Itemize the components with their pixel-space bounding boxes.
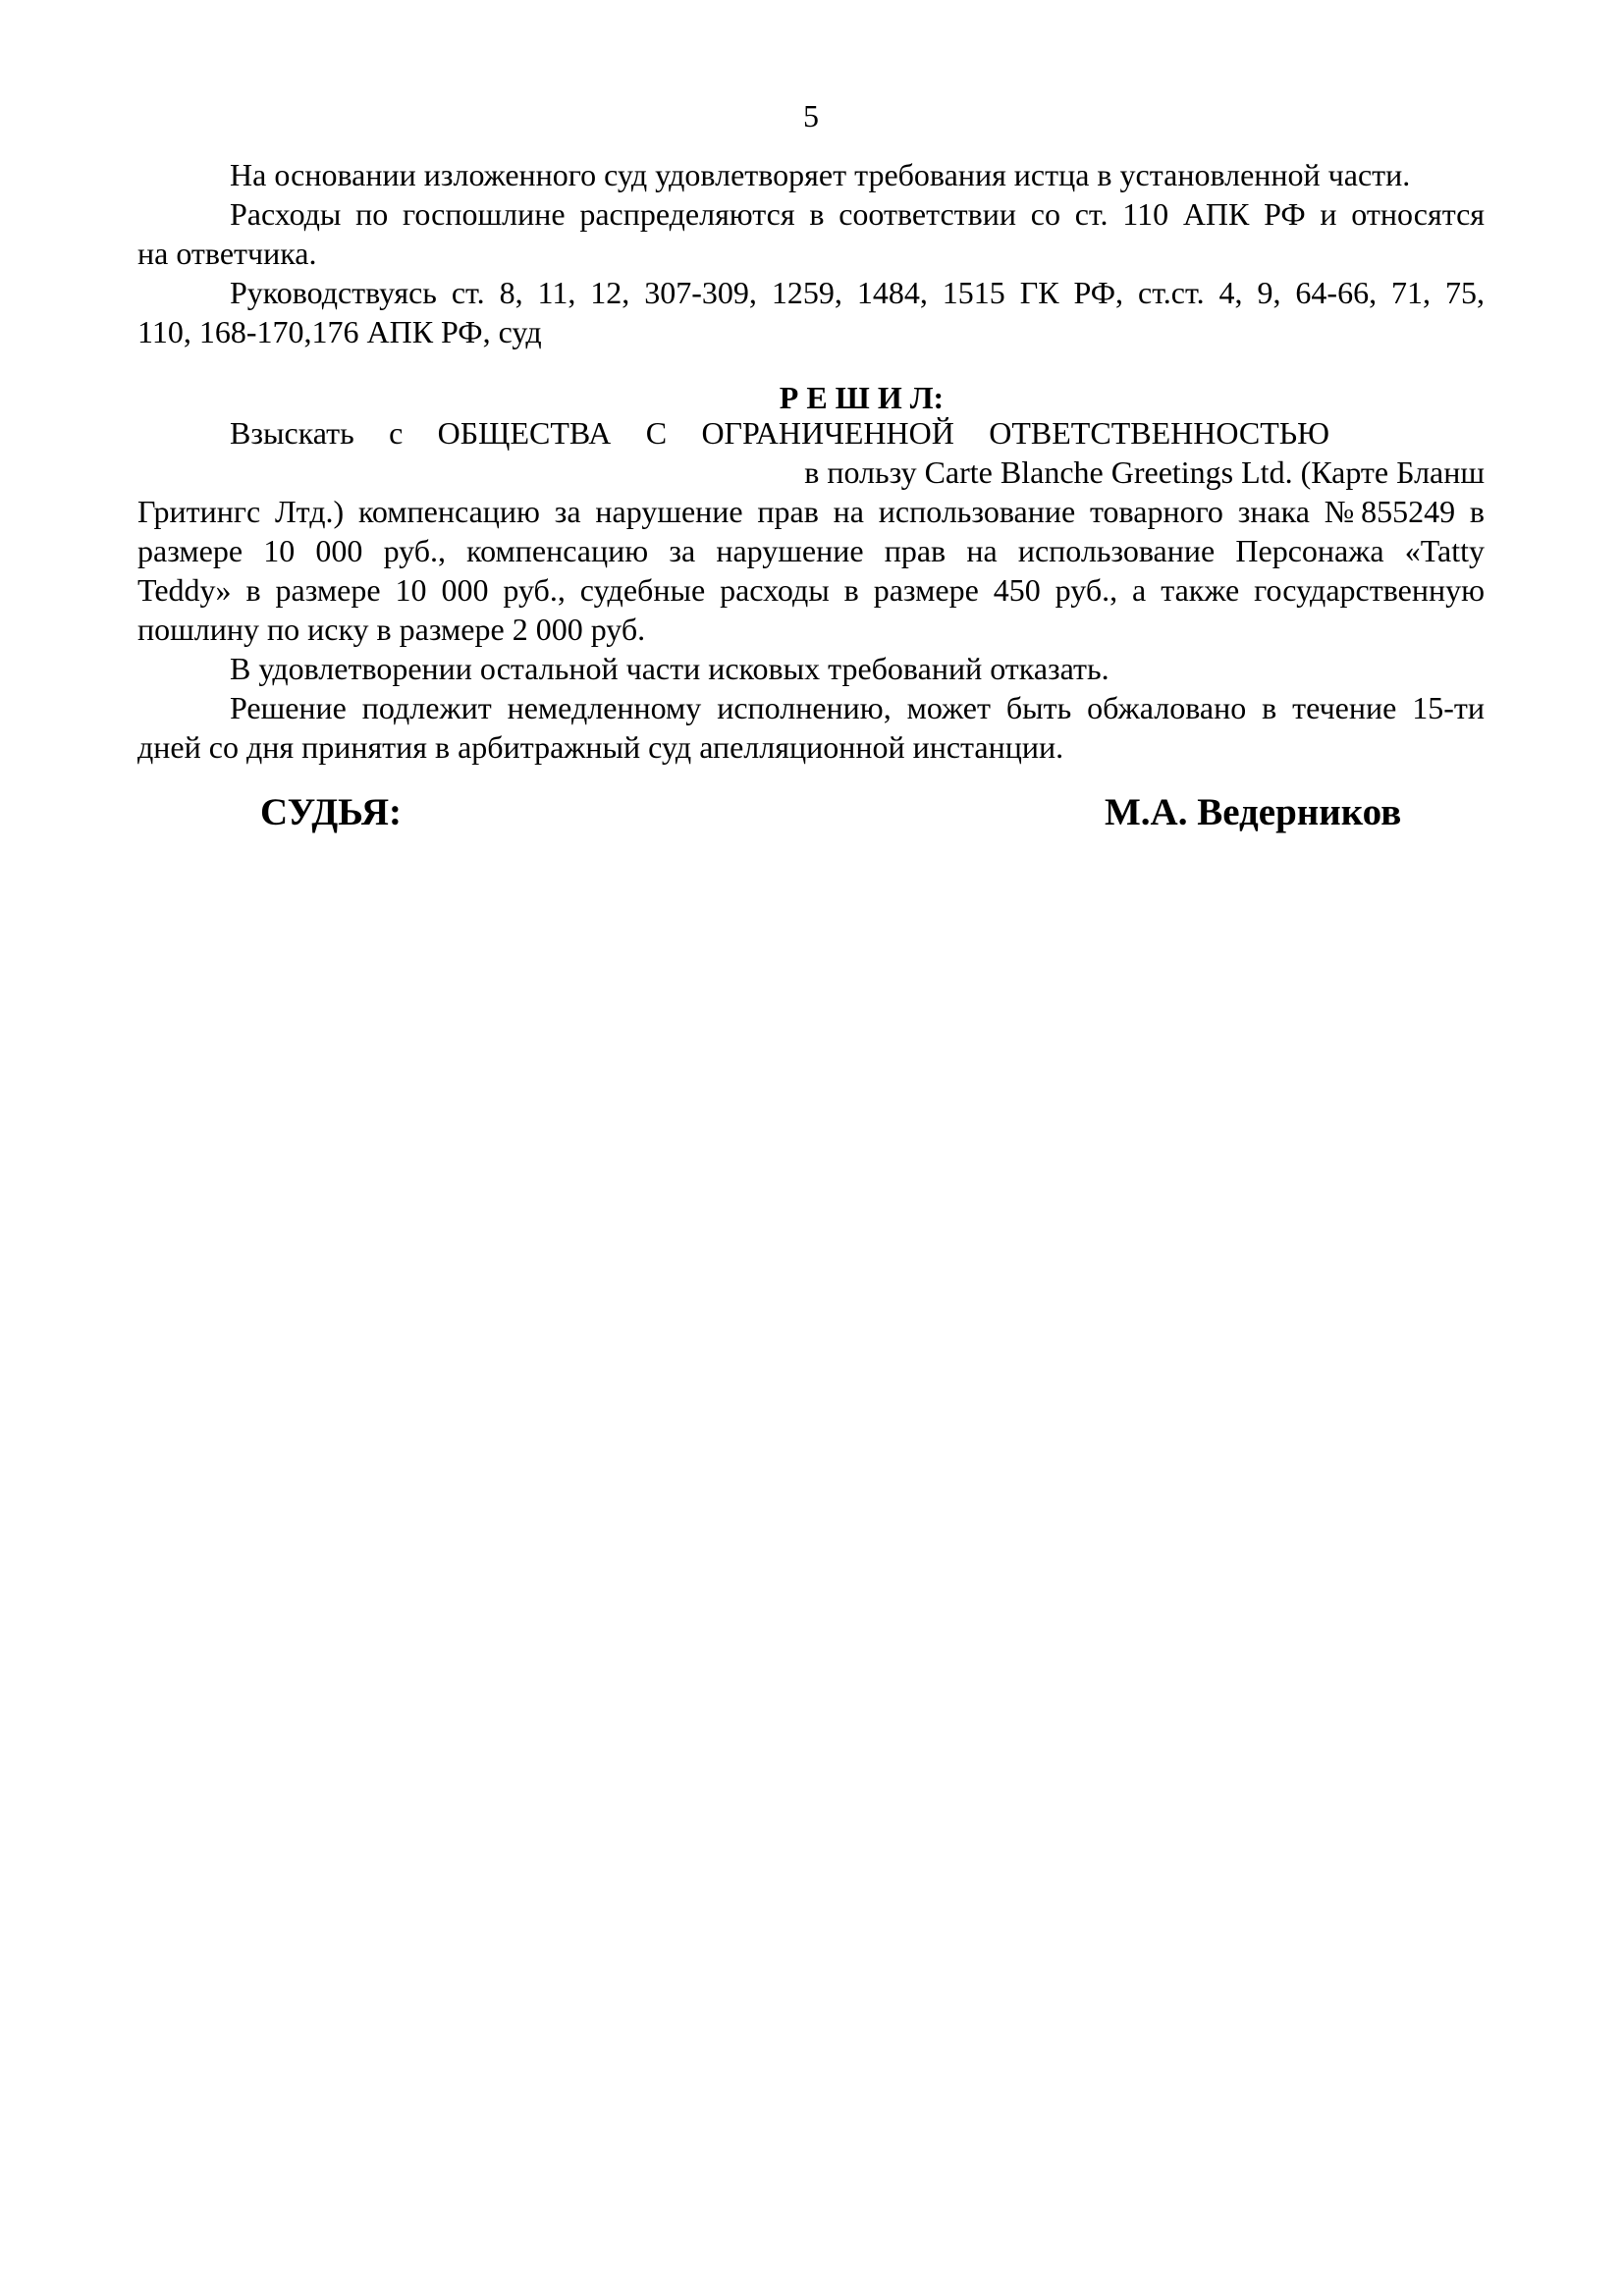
para-costs-line-2: на ответчика. xyxy=(137,236,317,271)
para-recover-line-5: Teddy» в размере 10 000 руб., судебные расходы в размере 450 руб., а также государственную xyxy=(137,572,1485,608)
para-appeal-line-2: дней со дня принятия в арбитражный суд апелляционной инстанции. xyxy=(137,729,1064,765)
para-recover-line-2: в пользу Carte Blanche Greetings Ltd. (Карте Бланш xyxy=(804,454,1485,490)
page-content xyxy=(137,96,1485,836)
para-costs-line-1: Расходы по госпошлине распределяются в соответствии со ст. 110 АПК РФ и относятся xyxy=(230,196,1485,232)
para-refuse-line-1: В удовлетворении остальной части исковых требований отказать. xyxy=(230,651,1109,686)
para-basis-line-1: На основании изложенного суд удовлетворяет требования истца в установленной части. xyxy=(230,157,1411,192)
para-guided-line-1: Руководствуясь ст. 8, 11, 12, 307-309, 1259, 1484, 1515 ГК РФ, ст.ст. 4, 9, 64-66, 71, 75, xyxy=(230,275,1485,310)
ruling-heading: Р Е Ш И Л: xyxy=(779,380,945,415)
para-recover-line-1: Взыскать с ОБЩЕСТВА С ОГРАНИЧЕННОЙ ОТВЕТСТВЕННОСТЬЮ xyxy=(230,415,1329,451)
judge-label: СУДЬЯ: xyxy=(260,791,403,833)
para-recover-line-6: пошлину по иску в размере 2 000 руб. xyxy=(137,612,646,647)
page-number: 5 xyxy=(803,98,819,133)
para-appeal-line-1: Решение подлежит немедленному исполнению, может быть обжаловано в течение 15-ти xyxy=(230,690,1485,725)
para-guided-line-2: 110, 168-170,176 АПК РФ, суд xyxy=(137,314,542,349)
signature-row xyxy=(137,789,1485,836)
para-recover-line-4: размере 10 000 руб., компенсацию за нарушение прав на использование Персонажа «Tatty xyxy=(137,533,1485,568)
judge-name: М.А. Ведерников xyxy=(1105,791,1402,833)
para-recover-line-3: Гритингс Лтд.) компенсацию за нарушение прав на использование товарного знака №855249 в xyxy=(137,494,1485,529)
